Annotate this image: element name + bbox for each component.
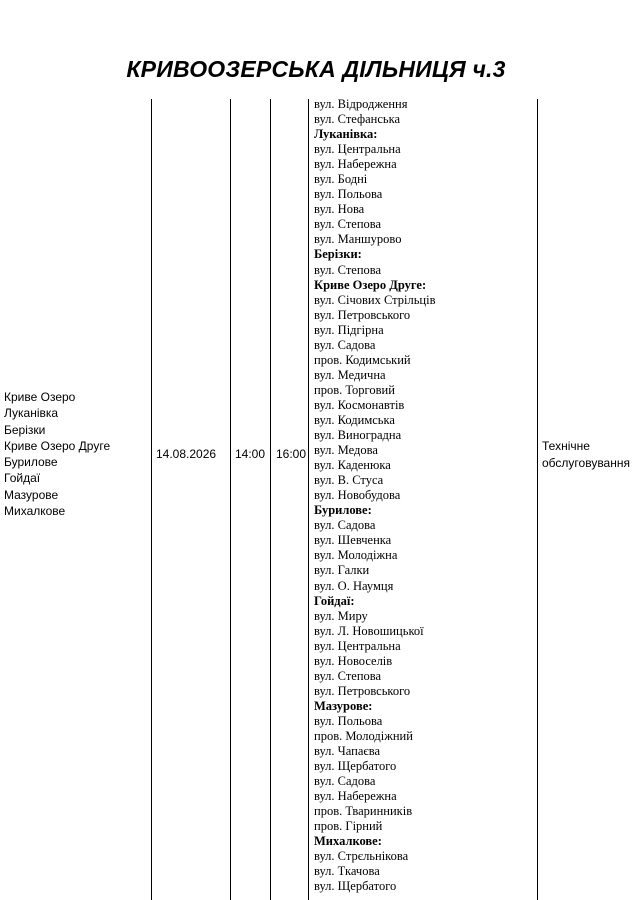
street-name: вул. Підгірна xyxy=(314,322,384,337)
outage-end-time: 16:00 xyxy=(276,447,307,461)
street-name: вул. Садова xyxy=(314,337,376,352)
street-name: вул. Новоселів xyxy=(314,653,393,668)
street-name: вул. В. Стуса xyxy=(314,473,384,488)
settlement-name: Криве Озеро Друге xyxy=(4,438,111,453)
page-title: КРИВООЗЕРСЬКА ДІЛЬНИЦЯ ч.3 xyxy=(126,56,506,82)
settlement-group-heading: Луканівка: xyxy=(314,127,378,142)
street-name: вул. Щербатого xyxy=(314,879,397,894)
street-name: вул. Відродження xyxy=(314,97,408,111)
street-name: вул. Набережна xyxy=(314,789,397,804)
street-name: вул. Степова xyxy=(314,668,382,683)
street-name: вул. Миру xyxy=(314,608,368,623)
street-name: вул. Чапаєва xyxy=(314,744,381,759)
street-name: вул. Стефанська xyxy=(314,112,401,127)
street-name: вул. Медична xyxy=(314,367,386,382)
street-name: вул. Степова xyxy=(314,217,382,232)
street-name: вул. Шевченка xyxy=(314,533,392,548)
street-name: вул. Петровського xyxy=(314,307,411,322)
work-type-cell xyxy=(542,438,630,472)
street-name: вул. Центральна xyxy=(314,638,401,653)
settlement-group-heading: Мазурове: xyxy=(314,698,373,713)
street-name: вул. Щербатого xyxy=(314,759,397,774)
street-name: вул. Садова xyxy=(314,774,376,789)
street-name: вул. Нова xyxy=(314,202,365,217)
street-name: вул. Галки xyxy=(314,563,370,578)
settlement-name: Берізки xyxy=(4,422,46,437)
street-name: вул. Кодимська xyxy=(314,412,395,427)
street-name: вул. Космонавтів xyxy=(314,397,405,412)
settlement-group-heading: Берізки: xyxy=(314,247,362,262)
street-name: вул. Маншурово xyxy=(314,232,402,247)
work-type-line: Технічне xyxy=(542,439,590,453)
settlement-name: Криве Озеро xyxy=(4,390,76,404)
settlement-name: Луканівка xyxy=(4,406,59,421)
street-name: вул. Степова xyxy=(314,262,382,277)
column-divider-4 xyxy=(308,99,309,900)
settlement-name: Мазурове xyxy=(4,487,59,502)
street-name: вул. Л. Новошицької xyxy=(314,623,424,638)
outage-start-time: 14:00 xyxy=(235,447,266,461)
street-name: вул. Медова xyxy=(314,443,378,458)
settlement-name: Бурилове xyxy=(4,455,58,470)
column-divider-5 xyxy=(537,99,538,900)
column-divider-1 xyxy=(151,99,152,900)
street-name: вул. Молодіжна xyxy=(314,548,398,563)
settlement-group-heading: Бурилове: xyxy=(314,503,372,518)
settlement-name: Гойдаї xyxy=(4,471,41,486)
street-name: пров. Торговий xyxy=(314,382,395,397)
settlement-name: Михалкове xyxy=(4,504,66,519)
street-name: вул. Бодні xyxy=(314,172,368,187)
street-name: вул. Набережна xyxy=(314,157,397,172)
street-name: вул. Стрєльнікова xyxy=(314,849,409,864)
street-name: вул. Садова xyxy=(314,518,376,533)
work-type-line: обслуговування xyxy=(542,456,630,470)
settlement-group-heading: Криве Озеро Друге: xyxy=(314,277,427,292)
street-name: вул. Каденюка xyxy=(314,458,391,473)
street-name: вул. Новобудова xyxy=(314,488,401,503)
street-name: вул. Виноградна xyxy=(314,428,402,443)
street-name: вул. О. Наумця xyxy=(314,578,394,593)
settlement-group-heading: Михалкове: xyxy=(314,834,382,849)
column-divider-3 xyxy=(270,99,271,900)
column-divider-2 xyxy=(230,99,231,900)
street-name: пров. Гірний xyxy=(314,819,383,834)
street-name: вул. Польова xyxy=(314,187,383,202)
street-name: вул. Центральна xyxy=(314,142,401,157)
streets-cell xyxy=(314,97,436,894)
street-name: пров. Молодіжний xyxy=(314,728,413,743)
outage-date: 14.08.2026 xyxy=(156,447,217,461)
street-name: пров. Тваринників xyxy=(314,804,413,819)
street-name: вул. Ткачова xyxy=(314,864,380,879)
street-name: пров. Кодимський xyxy=(314,352,411,367)
settlements-cell xyxy=(4,389,110,519)
settlement-group-heading: Гойдаї: xyxy=(314,593,355,608)
street-name: вул. Польова xyxy=(314,713,383,728)
street-name: вул. Петровського xyxy=(314,683,411,698)
street-name: вул. Січових Стрільців xyxy=(314,292,436,307)
